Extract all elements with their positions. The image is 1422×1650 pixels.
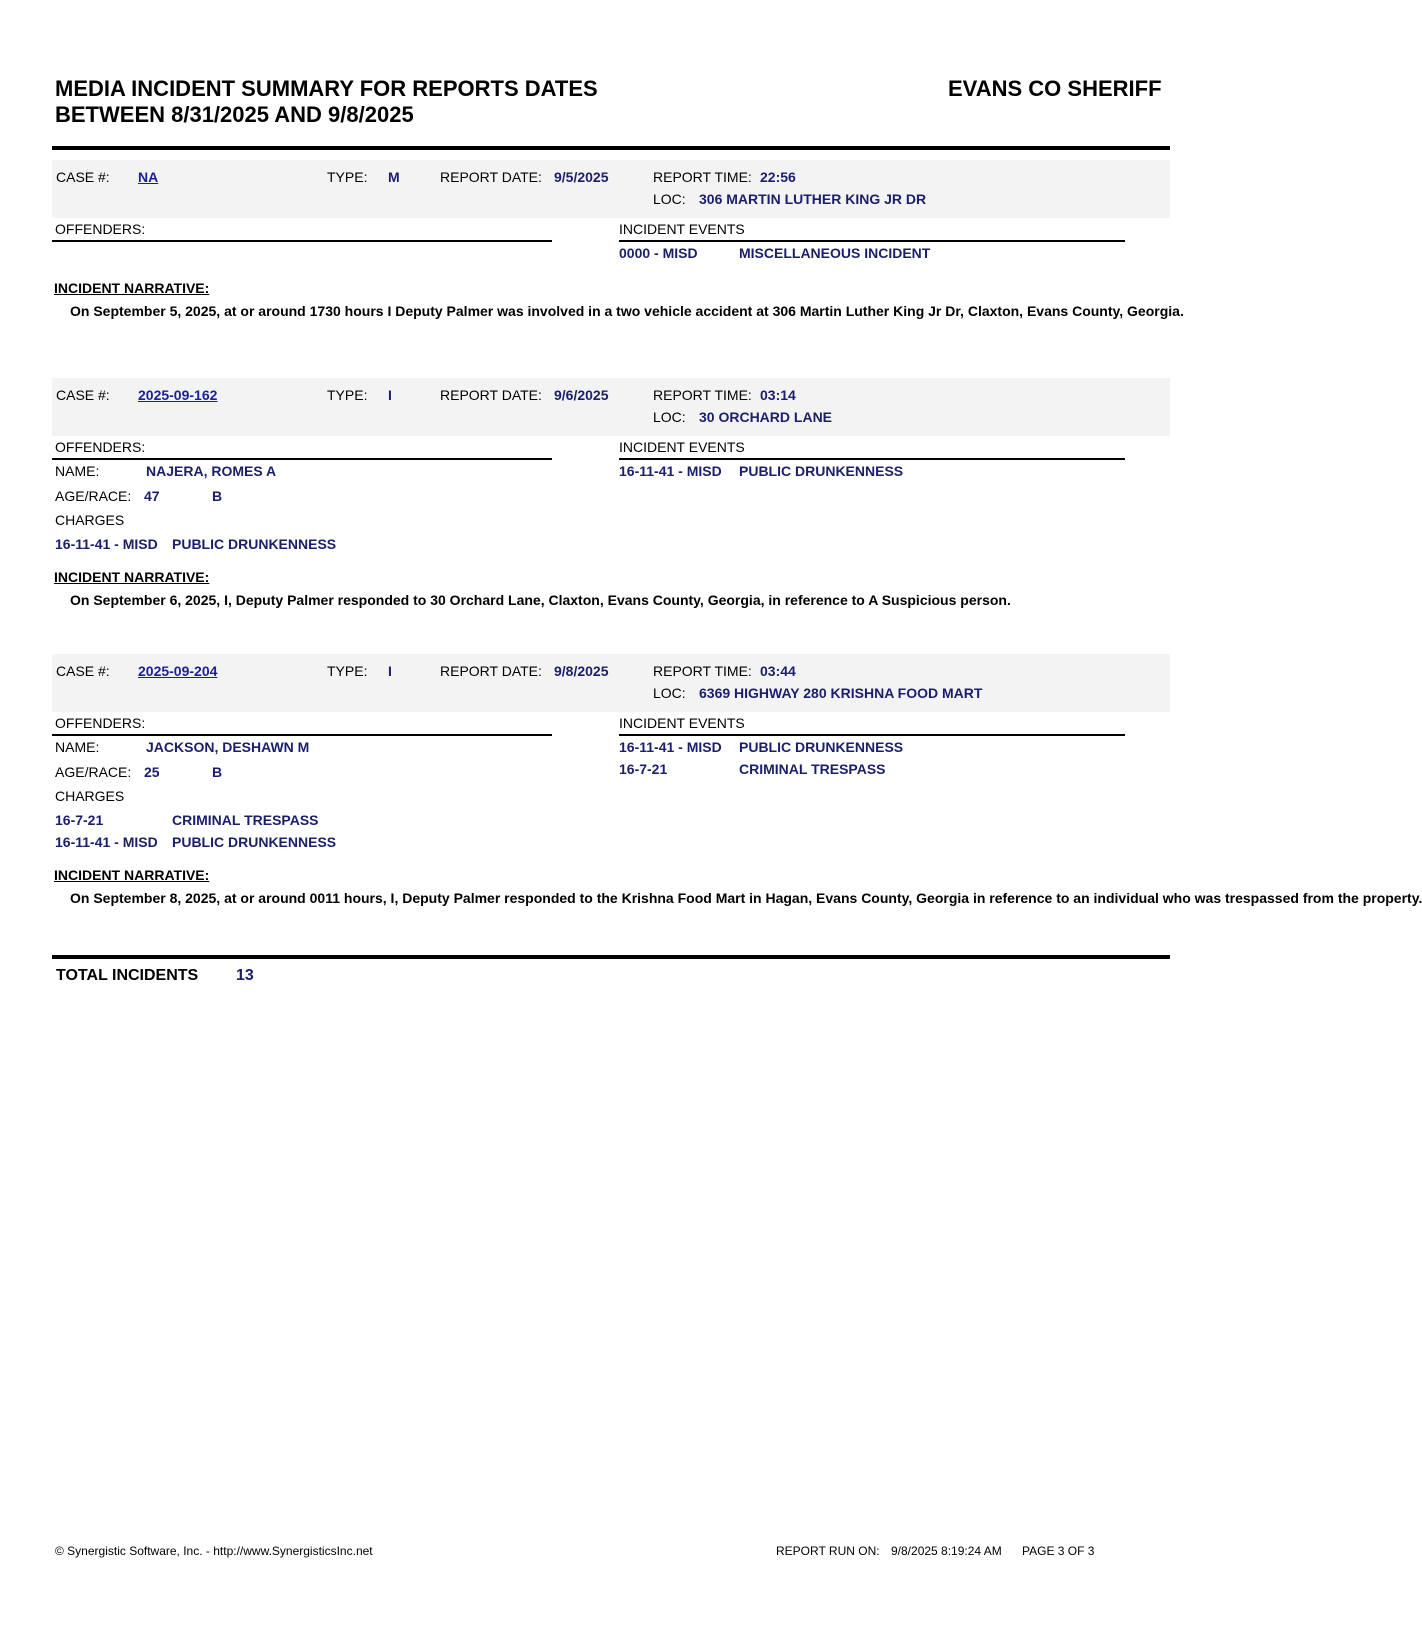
narrative-text: On September 5, 2025, at or around 1730 hours I Deputy Palmer was involved in a two vehicle accident at 306 Martin Luther King Jr Dr, Claxton, Evans County, Georgia. bbox=[70, 303, 1184, 319]
total-incidents-label: TOTAL INCIDENTS bbox=[56, 967, 199, 984]
case-header-band bbox=[52, 654, 1170, 712]
report-time-value: 22:56 bbox=[760, 169, 796, 185]
narrative-heading: INCIDENT NARRATIVE: bbox=[54, 569, 210, 585]
incident-events-label: INCIDENT EVENTS bbox=[619, 221, 745, 237]
incident-events-label: INCIDENT EVENTS bbox=[619, 439, 745, 455]
footer-page-number: PAGE 3 OF 3 bbox=[1022, 1544, 1095, 1558]
total-incidents-value: 13 bbox=[236, 967, 254, 984]
footer-copyright: © Synergistic Software, Inc. - http://www.SynergisticsInc.net bbox=[55, 1544, 373, 1558]
event-description: CRIMINAL TRESPASS bbox=[739, 761, 886, 777]
case-header-band bbox=[52, 378, 1170, 436]
type-value: I bbox=[388, 387, 392, 403]
charge-code: 16-7-21 bbox=[55, 812, 104, 828]
report-date-label: REPORT DATE: bbox=[440, 663, 542, 679]
offenders-underline bbox=[52, 240, 552, 242]
case-details bbox=[52, 436, 1170, 561]
case-label: CASE #: bbox=[56, 387, 110, 403]
narrative-section bbox=[52, 561, 1170, 631]
event-code: 16-11-41 - MISD bbox=[619, 463, 722, 479]
type-value: M bbox=[388, 169, 400, 185]
event-code: 16-11-41 - MISD bbox=[619, 739, 722, 755]
report-title: MEDIA INCIDENT SUMMARY FOR REPORTS DATES BETWEEN 8/31/2025 AND 9/8/2025 bbox=[55, 76, 598, 127]
type-label: TYPE: bbox=[327, 387, 368, 403]
offenders-label: OFFENDERS: bbox=[55, 439, 146, 455]
event-description: PUBLIC DRUNKENNESS bbox=[739, 463, 904, 479]
event-description: PUBLIC DRUNKENNESS bbox=[739, 739, 904, 755]
incident-events-label: INCIDENT EVENTS bbox=[619, 715, 745, 731]
charge-description: PUBLIC DRUNKENNESS bbox=[172, 834, 337, 850]
offender-name: JACKSON, DESHAWN M bbox=[146, 739, 310, 755]
loc-value: 306 MARTIN LUTHER KING JR DR bbox=[699, 191, 927, 207]
events-underline bbox=[619, 458, 1125, 460]
charge-code: 16-11-41 - MISD bbox=[55, 536, 158, 552]
charge-description: PUBLIC DRUNKENNESS bbox=[172, 536, 337, 552]
case-block bbox=[52, 378, 1170, 631]
event-code: 0000 - MISD bbox=[619, 245, 698, 261]
report-date-label: REPORT DATE: bbox=[440, 387, 542, 403]
narrative-section bbox=[52, 278, 1184, 348]
charge-code: 16-11-41 - MISD bbox=[55, 834, 158, 850]
case-label: CASE #: bbox=[56, 663, 110, 679]
totals-divider bbox=[52, 955, 1170, 959]
event-description: MISCELLANEOUS INCIDENT bbox=[739, 245, 931, 261]
narrative-heading: INCIDENT NARRATIVE: bbox=[54, 867, 210, 883]
report-time-label: REPORT TIME: bbox=[653, 387, 752, 403]
offenders-underline bbox=[52, 458, 552, 460]
type-label: TYPE: bbox=[327, 169, 368, 185]
type-value: I bbox=[388, 663, 392, 679]
events-underline bbox=[619, 240, 1125, 242]
report-time-label: REPORT TIME: bbox=[653, 169, 752, 185]
case-details bbox=[52, 712, 1170, 860]
loc-label: LOC: bbox=[653, 409, 686, 425]
narrative-text: On September 8, 2025, at or around 0011 hours, I, Deputy Palmer responded to the Krishna Food Mart in Hagan, Evans County, Georgia in reference to an individual who was trespassed from the property. bbox=[70, 890, 1422, 906]
type-label: TYPE: bbox=[327, 663, 368, 679]
report-time-value: 03:44 bbox=[760, 663, 796, 679]
case-block bbox=[52, 654, 1422, 930]
narrative-section bbox=[52, 860, 1422, 930]
case-label: CASE #: bbox=[56, 169, 110, 185]
offenders-label: OFFENDERS: bbox=[55, 715, 146, 731]
footer-run-label: REPORT RUN ON: bbox=[776, 1544, 880, 1558]
agency-name: EVANS CO SHERIFF bbox=[948, 76, 1162, 101]
offender-race: B bbox=[212, 764, 223, 780]
report-time-value: 03:14 bbox=[760, 387, 796, 403]
offenders-underline bbox=[52, 734, 552, 736]
age-race-label: AGE/RACE: bbox=[55, 764, 132, 780]
offenders-label: OFFENDERS: bbox=[55, 221, 146, 237]
event-code: 16-7-21 bbox=[619, 761, 668, 777]
case-details bbox=[52, 218, 1170, 278]
loc-value: 6369 HIGHWAY 280 KRISHNA FOOD MART bbox=[699, 685, 983, 701]
report-date-value: 9/6/2025 bbox=[554, 387, 609, 403]
charges-label: CHARGES bbox=[55, 512, 125, 528]
report-date-value: 9/8/2025 bbox=[554, 663, 609, 679]
charge-description: CRIMINAL TRESPASS bbox=[172, 812, 319, 828]
offender-age: 47 bbox=[144, 488, 160, 504]
age-race-label: AGE/RACE: bbox=[55, 488, 132, 504]
narrative-heading: INCIDENT NARRATIVE: bbox=[54, 280, 210, 296]
name-label: NAME: bbox=[55, 463, 100, 479]
footer-run-timestamp: 9/8/2025 8:19:24 AM bbox=[891, 1544, 1002, 1558]
offender-race: B bbox=[212, 488, 223, 504]
loc-value: 30 ORCHARD LANE bbox=[699, 409, 833, 425]
report-date-value: 9/5/2025 bbox=[554, 169, 609, 185]
case-block bbox=[52, 160, 1184, 348]
case-header-band bbox=[52, 160, 1170, 218]
loc-label: LOC: bbox=[653, 685, 686, 701]
header-divider bbox=[52, 146, 1170, 150]
offender-name: NAJERA, ROMES A bbox=[146, 463, 277, 479]
narrative-text: On September 6, 2025, I, Deputy Palmer responded to 30 Orchard Lane, Claxton, Evans County, Georgia, in reference to A Suspicious person. bbox=[70, 592, 1011, 608]
case-number-link[interactable]: 2025-09-162 bbox=[138, 387, 218, 403]
report-date-label: REPORT DATE: bbox=[440, 169, 542, 185]
name-label: NAME: bbox=[55, 739, 100, 755]
charges-label: CHARGES bbox=[55, 788, 125, 804]
events-underline bbox=[619, 734, 1125, 736]
case-number-link[interactable]: 2025-09-204 bbox=[138, 663, 218, 679]
report-time-label: REPORT TIME: bbox=[653, 663, 752, 679]
case-number-link[interactable]: NA bbox=[138, 169, 159, 185]
loc-label: LOC: bbox=[653, 191, 686, 207]
offender-age: 25 bbox=[144, 764, 160, 780]
